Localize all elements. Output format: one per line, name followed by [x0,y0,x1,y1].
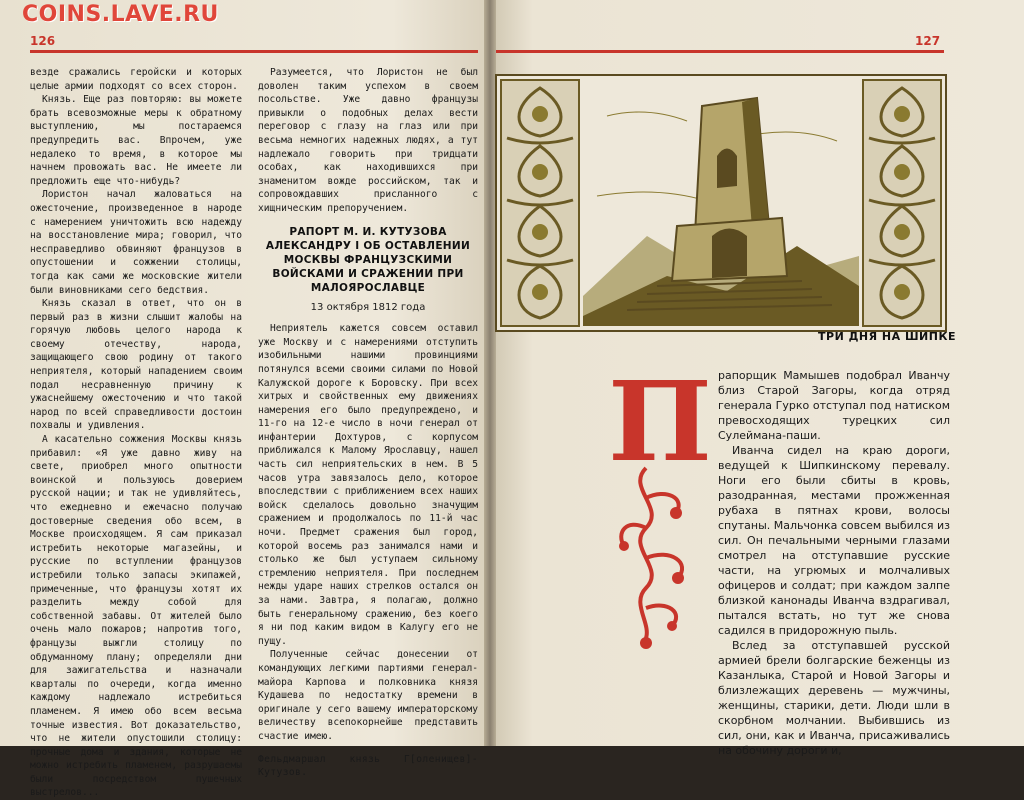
paragraph: Князь сказал в ответ, что он в первый раз в жизни слышит жалобы на горячую любовь целого народа к своему отечеству, народа, защищающего свою родину от такого неприятеля, который нападением своим подал несравненную причину к ужаснейшему ожесточению и что такой народ по всей справедливости достоин похвалы и удивления. [30,298,242,432]
paragraph: Разумеется, что Лористон не был доволен таким успехом в своем посольстве. Уже давно французы привыкли о подобных делах вести переговор с глазу на глаз или при весьма немногих надежных людях, а тут надлежало говорить при тридцати особах, как находившихся при знаменитом вожде российском, так и сопровождавших присланного с хищническим препоручением. [258,67,478,214]
paragraph: Князь. Еще раз повторяю: вы можете брать всевозможные меры к обратному выступлению, мы постараемся предупредить вас. Впрочем, уже недалеко то время, в которое мы начнем провожать вас. Не имеете ли предложить еще что-нибудь? [30,94,242,187]
report-date: 13 октября 1812 года [310,301,426,313]
watermark: COINS.LAVE.RU [22,2,219,27]
paragraph: А касательно сожжения Москвы князь прибавил: «Я уже давно живу на свете, приобрел много опытности воинской и пользуюсь доверием русской нации; и так не удивляйтесь, что ежедневно и ежечасно получаю достоверные сведения обо всем, в Москве происходящем. Я сам приказал истребить некоторые магазейны, и русские по вступлении французов истребили только запасы экипажей, примеченные, что французы хотят их разделить между собой для собственной забавы. От жителей было очень мало пожаров; напротив того, французы выжгли столицу по обдуманному плану; определяли дни для зажигательства и назначали кварталы по очереди, когда именно каждому надлежало истребиться пламенем. Я имею обо всем весьма точные известия. Вот доказательство, что не жители опустошили столицу: прочные дома и здания, которые не можно истребить пламенем, разрушаемы были посредством пушечных выстрелов... [30,434,242,799]
monument-drawing [497,76,945,330]
report-title: РАПОРТ М. И. КУТУЗОВА АЛЕКСАНДРУ I ОБ ОСТАВЛЕНИИ МОСКВЫ ФРАНЦУЗСКИМИ ВОЙСКАМИ И СРАЖЕНИИ ПРИ МАЛОЯРОСЛАВЦЕ [265,225,471,294]
paragraph: везде сражались геройски и которых целые армии подходят со всех сторон. [30,67,242,92]
left-column-1 [30,66,242,800]
paragraph: рапорщик Мамышев подобрал Иванчу близ Старой Загоры, когда отряд генерала Гурко отступал под натиском превосходящих турецких сил Сулеймана-паши. [718,369,950,442]
paragraph: Иванча сидел на краю дороги, ведущей к Шипкинскому перевалу. Ноги его были сбиты в кровь, разодранная, местами прожженная рубаха в пятнах крови, волосы спутаны. Мальчонка совсем выбился из сил. Он печальными черными глазами смотрел на отступавшие русские части, на угрюмых и молчаливых офицеров и солдат; при каждом залпе близкой канонады Иванча вздрагивал, пытался встать, но тут же снова садился в придорожную пыль. [718,444,950,637]
left-column-2 [258,66,478,780]
paragraph: Лористон начал жаловаться на ожесточение, произведенное в народе с намерением уничтожить всю надежду на восстановление мира; говорил, что несправедливо обвиняют французов в опустошении и сожжении столицы, тогда как сами же московские жители были виновниками сего бедствия. [30,189,242,296]
dropcap-ornament [606,357,718,654]
paragraph: Полученные сейчас донесении от командующих легкими партиями генерал-майора Карпова и полковника князя Кудашева по недостатку времени в оригинале у сего вашему императорскому величеству всепокорнейше представить счастие имею. [258,649,478,742]
chapter-title: ТРИ ДНЯ НА ШИПКЕ [818,330,956,343]
shipka-monument-illustration [495,74,947,332]
dropcap-p-icon [606,357,718,654]
left-page [0,0,490,799]
paragraph: Неприятель кажется совсем оставил уже Москву и с намерениями отступить изобильными нашими провинциями потянулся всеми своими силами по Новой Калужской дороге к Боровску. При всех хитрых и свойственных ему движениях намерения его было предупреждено, и 11-го на 12-е число в ночи генерал от инфантерии Дохтуров, с корпусом приближался к Малому Ярославцу, нашел часть сил неприятельских в нем. В 5 часов утра завязалось дело, которое впоследствии с приближением всех наших войск сделалось довольно значущим сражением и продолжалось по 11-й час ночи. Предмет сражения был город, которой восемь раз занимался нами и столько же был уступаем сильному стремлению неприятеля. При последнем нежды ударе наших стрелков остался он за нами. Завтра, я полагаю, должно быть генеральному сражению, без коего я ни под каким видом в Калугу его не пущу. [258,323,478,647]
page-number-right: 127 [915,34,941,48]
signature: Фельдмаршал князь Г[оленищев]-Кутузов. [258,753,478,779]
intro-text [258,66,478,216]
header-rule-left [30,50,478,53]
header-rule-right [496,50,944,53]
paragraph: Вслед за отступавшей русской армией брели болгарские беженцы из Казанлыка, Старой и Новой Загоры и близлежащих деревень — мужчины, женщины, старики, дети. Люди шли в скорбном молчании. Выбившись из сил, они, как и Иванча, присаживались на обочину дороги и, [718,639,950,757]
dropcap-letter: П [608,357,712,486]
right-text-main [718,368,950,758]
page-number-left: 126 [30,34,56,48]
report-text [258,322,478,743]
